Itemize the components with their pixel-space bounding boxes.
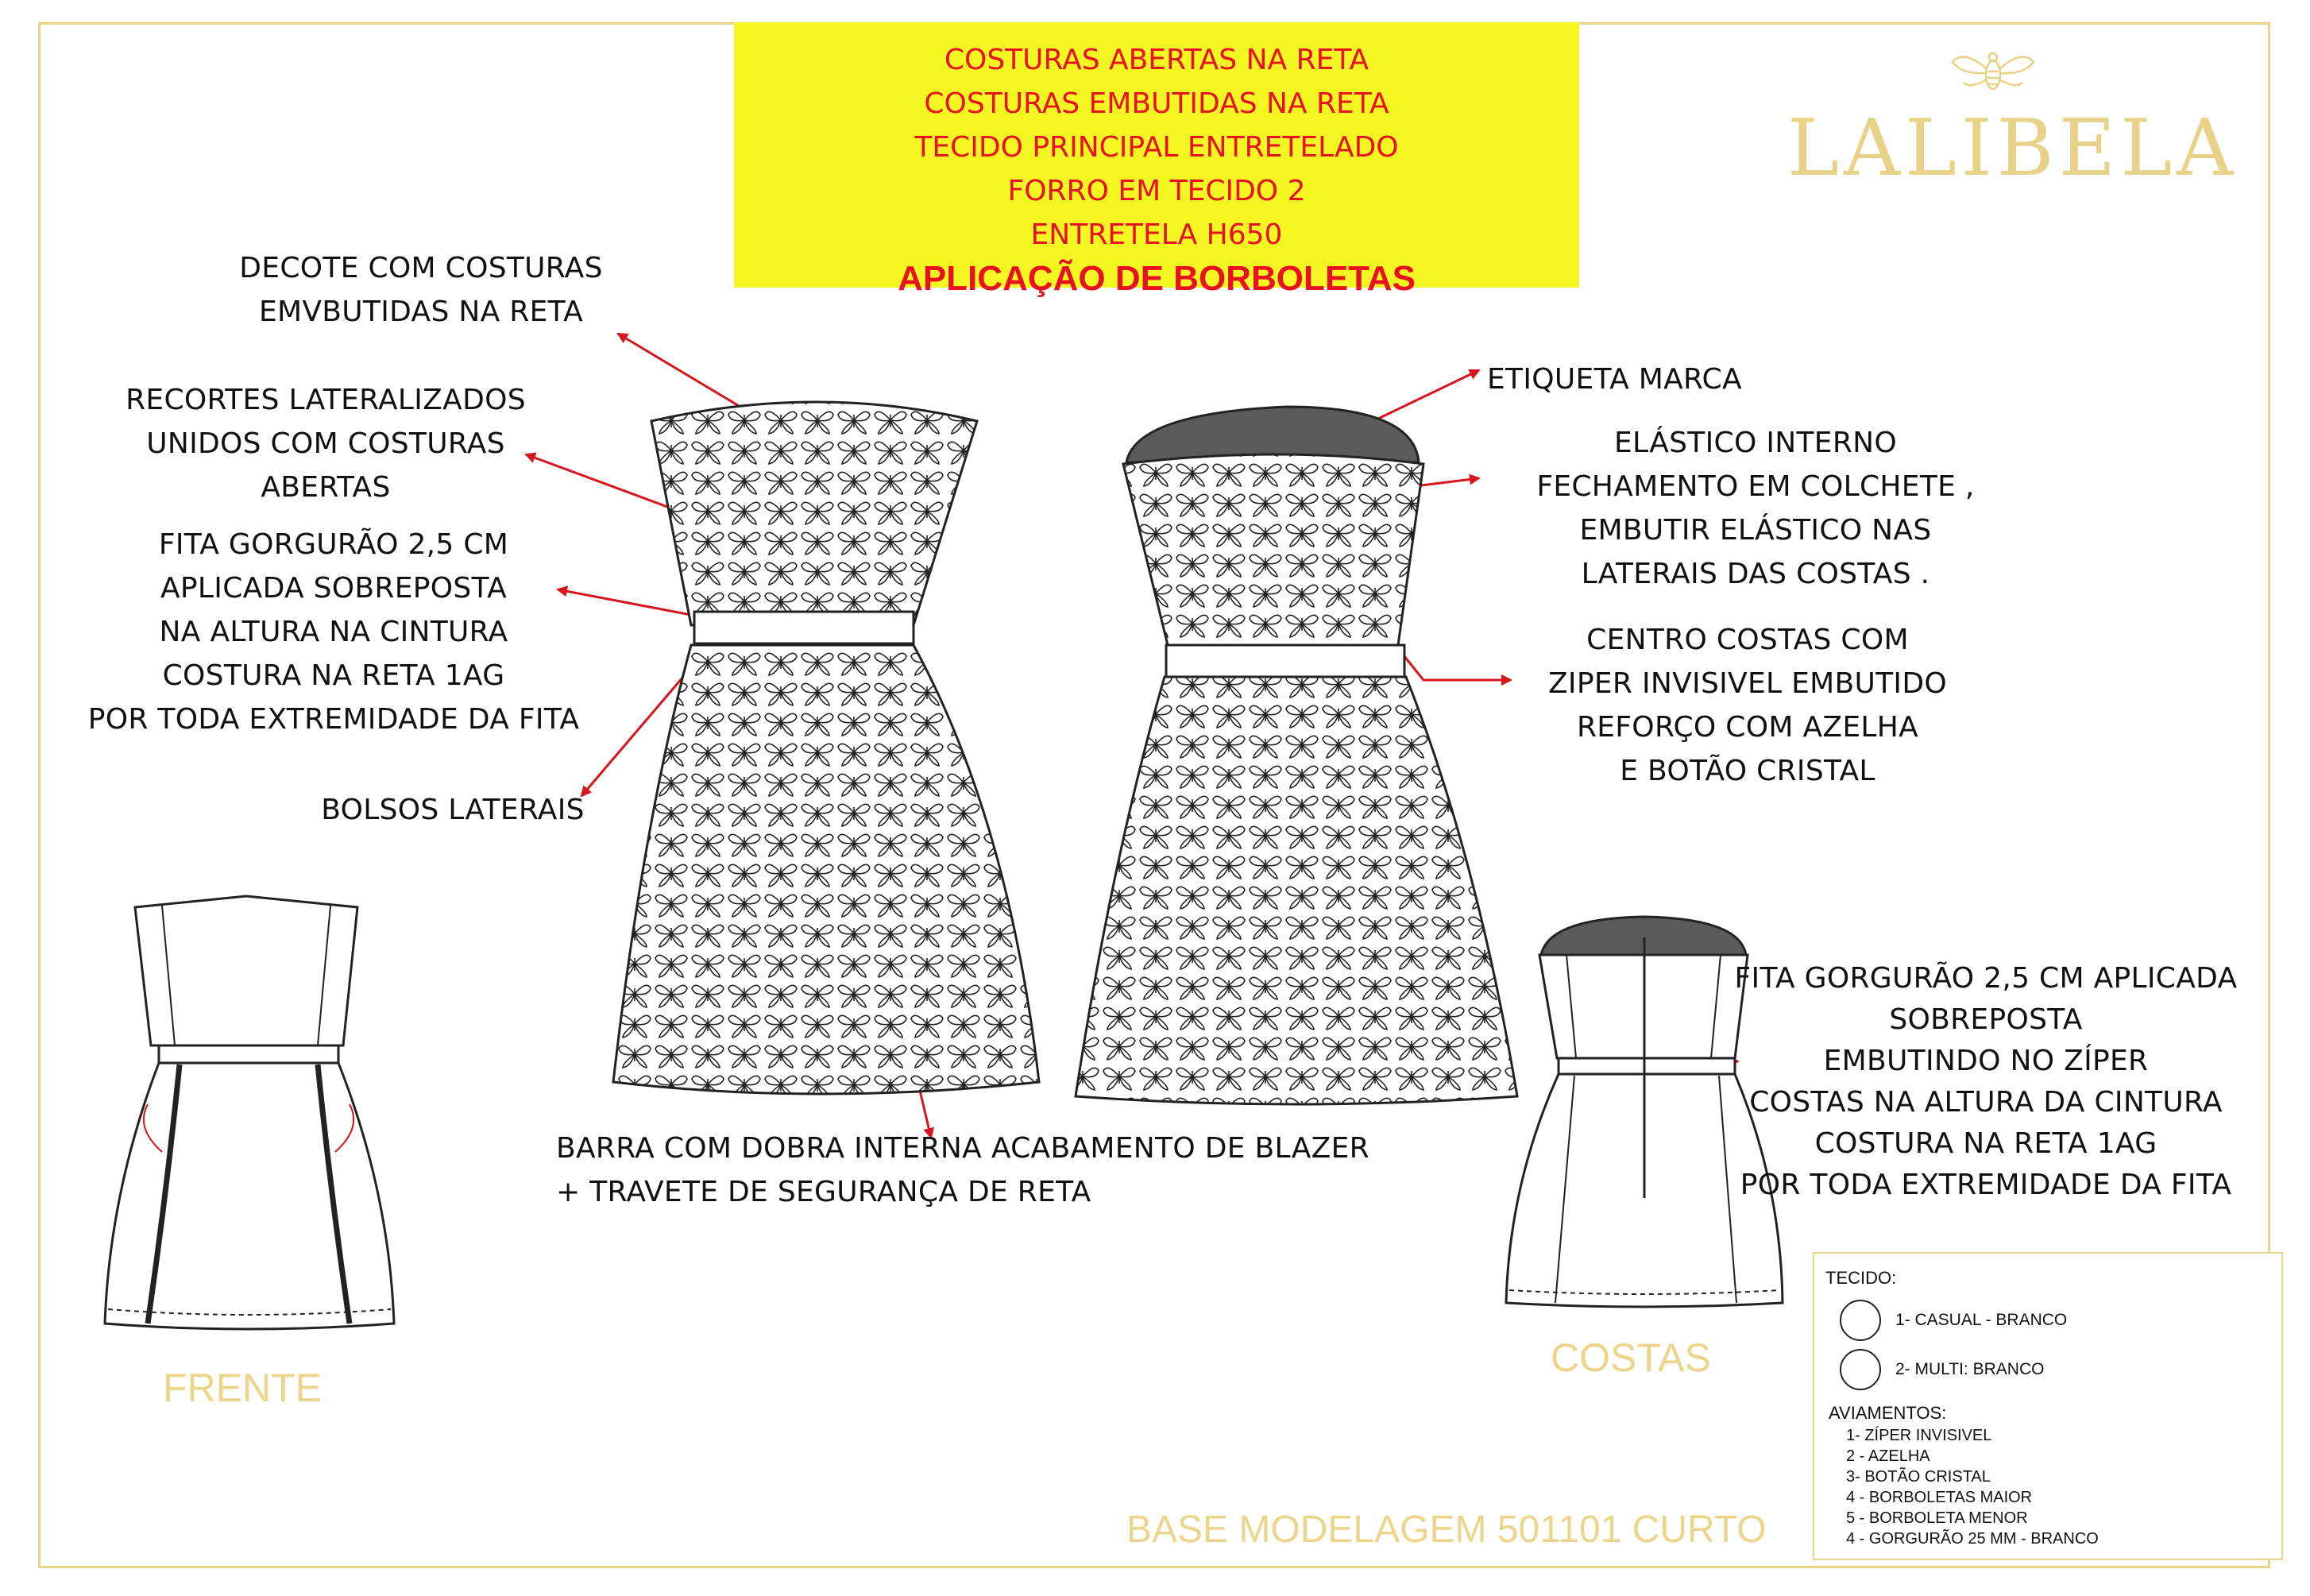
note-line: ZIPER INVISIVEL EMBUTIDO	[1547, 667, 1948, 700]
instruction-line: COSTURAS ABERTAS NA RETA	[944, 44, 1369, 76]
trim-item: 1- ZÍPER INVISIVEL	[1846, 1427, 1992, 1444]
trim-item: 2 - AZELHA	[1846, 1447, 1930, 1465]
base-model-label: BASE MODELAGEM 501101 CURTO	[1126, 1509, 1767, 1551]
fabric-title: TECIDO:	[1825, 1268, 1897, 1288]
note-line: UNIDOS COM COSTURAS	[146, 427, 505, 460]
trim-item: 3- BOTÃO CRISTAL	[1846, 1468, 1991, 1486]
note-line: BARRA COM DOBRA INTERNA ACABAMENTO DE BLAZER	[556, 1132, 1369, 1165]
note-line: CENTRO COSTAS COM	[1586, 624, 1909, 656]
note-line: NA ALTURA NA CINTURA	[159, 616, 508, 648]
note-line: SOBREPOSTA	[1889, 1003, 2083, 1036]
note-pockets	[302, 788, 604, 832]
fabric-swatch	[1840, 1300, 1881, 1341]
note-line: FITA GORGURÃO 2,5 CM	[158, 528, 509, 561]
note-line: COSTAS NA ALTURA DA CINTURA	[1749, 1086, 2223, 1119]
back-dress-illustration	[1064, 397, 1533, 1112]
note-brand-label	[1487, 357, 1789, 401]
note-line: APLICADA SOBREPOSTA	[160, 572, 507, 605]
note-line: BOLSOS LATERAIS	[321, 794, 585, 826]
note-line: POR TODA EXTREMIDADE DA FITA	[87, 703, 580, 736]
note-line: EMBUTIR ELÁSTICO NAS	[1579, 514, 1932, 547]
note-center-back	[1509, 618, 1986, 793]
note-elastic	[1501, 421, 2010, 596]
note-ribbon-back	[1732, 958, 2240, 1206]
note-line: ELÁSTICO INTERNO	[1614, 427, 1897, 459]
back-view-label: COSTAS	[1551, 1335, 1711, 1380]
instruction-line: TECIDO PRINCIPAL ENTRETELADO	[914, 131, 1399, 164]
instruction-line: COSTURAS EMBUTIDAS NA RETA	[924, 87, 1389, 120]
instruction-line: ENTRETELA H650	[1030, 218, 1283, 251]
note-line: POR TODA EXTREMIDADE DA FITA	[1740, 1169, 2232, 1201]
front-flat-sketch	[87, 890, 405, 1351]
spec-table	[1813, 1252, 2283, 1560]
note-line: FITA GORGURÃO 2,5 CM APLICADA	[1734, 962, 2238, 995]
trim-item: 4 - BORBOLETAS MAIOR	[1846, 1489, 2033, 1506]
note-line: EMVBUTIDAS NA RETA	[258, 296, 584, 328]
fabric-item: 2- MULTI: BRANCO	[1895, 1360, 2045, 1378]
trim-item: 5 - BORBOLETA MENOR	[1846, 1509, 2028, 1527]
note-line: E BOTÃO CRISTAL	[1620, 755, 1875, 787]
note-line: EMBUTINDO NO ZÍPER	[1823, 1045, 2149, 1077]
note-line: COSTURA NA RETA 1AG	[162, 659, 505, 692]
note-neckline	[238, 246, 604, 334]
note-line: REFORÇO COM AZELHA	[1576, 711, 1919, 744]
note-ribbon	[71, 523, 596, 741]
fabric-item: 1- CASUAL - BRANCO	[1895, 1311, 2068, 1329]
front-view-label: FRENTE	[163, 1366, 322, 1410]
note-line: ABERTAS	[261, 471, 391, 504]
fabric-swatch	[1840, 1349, 1881, 1390]
note-line: + TRAVETE DE SEGURANÇA DE RETA	[556, 1176, 1091, 1208]
note-line: COSTURA NA RETA 1AG	[1814, 1127, 2157, 1160]
note-hem	[556, 1126, 1462, 1214]
note-side-cuts	[111, 378, 540, 509]
brand-name: LALIBELA	[1787, 103, 2239, 194]
note-line: ETIQUETA MARCA	[1487, 363, 1742, 396]
note-line: LATERAIS DAS COSTAS .	[1581, 558, 1930, 590]
instruction-highlight: APLICAÇÃO DE BORBOLETAS	[898, 259, 1416, 298]
note-line: RECORTES LATERALIZADOS	[126, 384, 526, 416]
instruction-line: FORRO EM TECIDO 2	[1007, 175, 1306, 207]
trim-item: 4 - GORGURÃO 25 MM - BRANCO	[1846, 1530, 2099, 1548]
trims-title: AVIAMENTOS:	[1829, 1403, 1947, 1423]
note-line: FECHAMENTO EM COLCHETE ,	[1536, 470, 1975, 503]
note-line: DECOTE COM COSTURAS	[239, 252, 603, 284]
front-dress-illustration	[580, 375, 1072, 1114]
